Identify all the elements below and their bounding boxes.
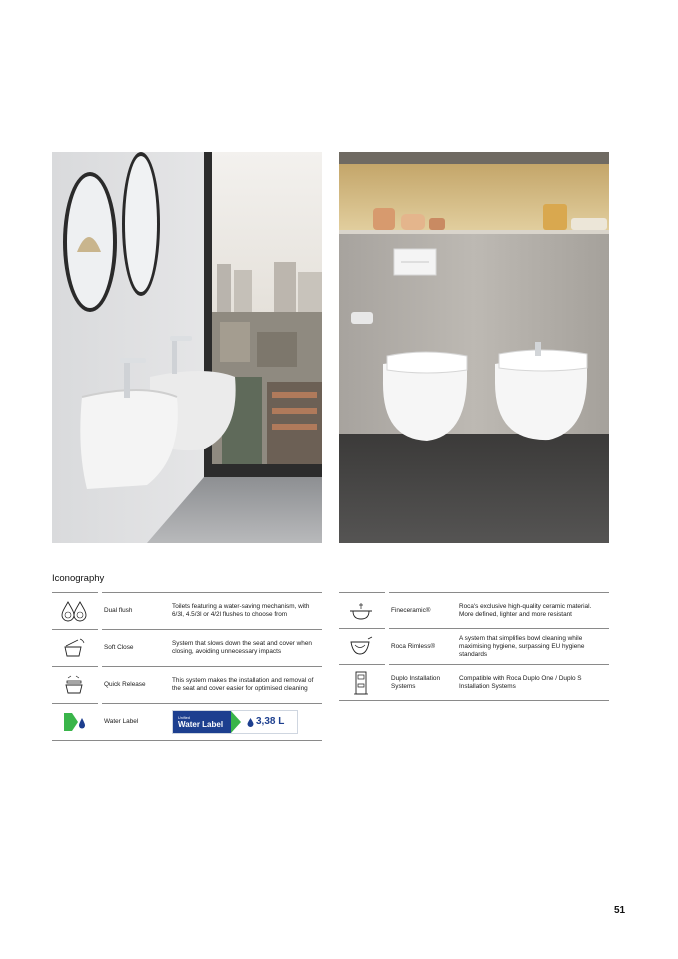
feature-description: Roca's exclusive high-quality ceramic material. More defined, lighter and more resistant xyxy=(459,602,592,618)
table-row xyxy=(339,592,609,628)
water-drop-icon xyxy=(247,718,254,727)
feature-description xyxy=(172,710,322,734)
page-number: 51 xyxy=(614,905,626,916)
water-label-logo xyxy=(173,711,231,733)
water-label-arrow-icon xyxy=(231,711,241,733)
table-bottom-rule xyxy=(339,700,609,701)
feature-name: Soft Close xyxy=(104,644,134,651)
dual-flush-icon xyxy=(52,593,96,629)
water-label-badge xyxy=(172,710,298,734)
table-row xyxy=(339,628,609,664)
feature-name: Fineceramic® xyxy=(391,606,431,614)
table-row xyxy=(52,666,322,703)
table-row xyxy=(52,629,322,666)
iconography-table-left xyxy=(52,592,322,741)
feature-description: A system that simplifies bowl cleaning while maximising hygiene, surpassing EU hygiene standards xyxy=(459,634,585,658)
table-bottom-rule xyxy=(52,740,322,741)
feature-description: This system makes the installation and removal of the seat and cover easier for optimised cleaning xyxy=(172,677,314,692)
water-label-value xyxy=(247,718,284,727)
feature-name: Duplo Installation Systems xyxy=(391,674,441,690)
basins-photo xyxy=(52,152,322,543)
water-label-big-text: Water Label xyxy=(178,719,224,729)
table-row xyxy=(52,592,322,629)
table-row xyxy=(52,703,322,740)
section-title: Iconography xyxy=(52,573,105,584)
soft-close-icon xyxy=(52,630,96,666)
feature-description: Compatible with Roca Duplo One / Duplo S Installation Systems xyxy=(459,674,582,690)
water-label-volume: 3,38 L xyxy=(256,716,285,727)
feature-name: Water Label xyxy=(104,718,139,725)
feature-description: Toilets featuring a water-saving mechanism, with 6/3l, 4.5/3l or 4/2l flushes to choose from xyxy=(172,603,310,618)
feature-name: Dual flush xyxy=(104,607,133,614)
feature-name: Quick Release xyxy=(104,681,146,688)
duplo-installation-icon xyxy=(339,665,383,700)
water-label-icon xyxy=(52,704,96,740)
fineceramic-icon xyxy=(339,593,383,628)
toilet-bidet-photo xyxy=(339,152,609,543)
feature-description: System that slows down the seat and cover when closing, avoiding unnecessary impacts xyxy=(172,640,312,655)
quick-release-icon xyxy=(52,667,96,703)
water-label-small-text: Unified xyxy=(178,715,190,720)
table-row xyxy=(339,664,609,700)
rimless-icon xyxy=(339,629,383,664)
feature-name: Roca Rimless® xyxy=(391,642,436,650)
iconography-table-right xyxy=(339,592,609,701)
